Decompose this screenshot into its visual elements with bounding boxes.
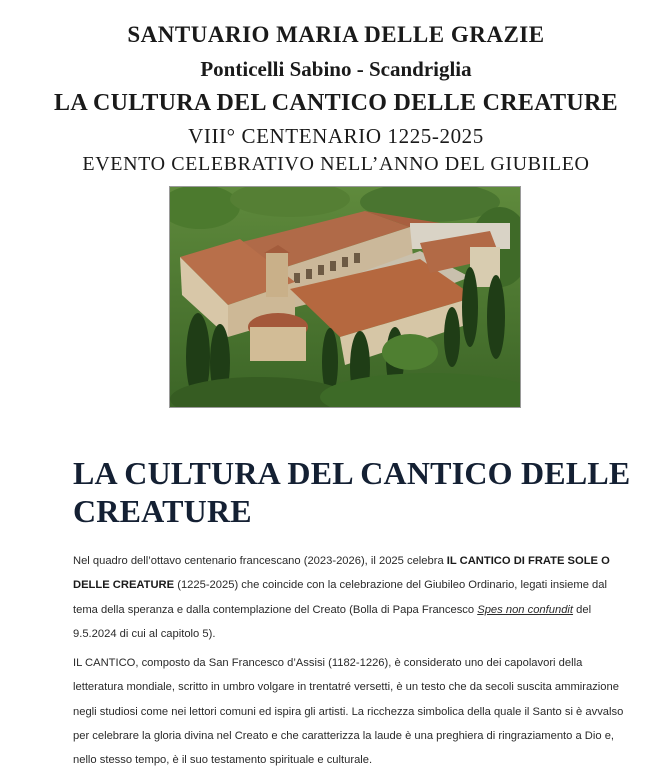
sanctuary-photo	[169, 186, 521, 408]
intro-text-b: (1225-2025) che coincide con la celebrazione del Giubileo Ordinario, legati insieme dal tema della speranza e dalla contemplazione del Creato (Bolla di Papa Francesco	[73, 579, 607, 616]
intro-text-a: Nel quadro dell’ottavo centenario francescano (2023-2026), il 2025 celebra	[73, 555, 447, 567]
sanctuary-name: SANTUARIO MARIA DELLE GRAZIE	[127, 22, 545, 47]
intro-paragraph	[73, 549, 633, 646]
location: Ponticelli Sabino - Scandriglia	[200, 57, 472, 81]
jubilee-line: EVENTO CELEBRATIVO NELL’ANNO DEL GIUBILEO	[82, 153, 590, 175]
centenary-line: VIII° CENTENARIO 1225-2025	[188, 124, 484, 148]
cantico-paragraph: IL CANTICO, composto da San Francesco d’Assisi (1182-1226), è considerato uno dei capolavori della letteratura mondiale, scritto in umbro volgare in trentatré versetti, è un testo che da secoli suscita ammirazione negli studiosi come nei lettori comuni ed ispira gli artisti. La ricchezza simbolica della quale il Santo si è avvalso per celebrare la gloria divina nel Creato e che caratterizza la laude è una preghiera di ringraziamento a Dio e, nello stesso tempo, è il suo testamento spirituale e culturale.	[73, 657, 624, 767]
cantico-title: IL CANTICO DI FRATE SOLE O DELLE CREATURE	[73, 555, 610, 592]
bull-link[interactable]: Spes non confundit	[477, 603, 574, 616]
event-title: LA CULTURA DEL CANTICO DELLE CREATURE	[54, 90, 618, 116]
sanctuary-aerial-photo-icon	[170, 187, 521, 408]
intro-text-c: del 9.5.2024 di cui al capitolo 5).	[73, 603, 592, 640]
article-title: LA CULTURA DEL CANTICO DELLE CREATURE	[73, 455, 631, 529]
